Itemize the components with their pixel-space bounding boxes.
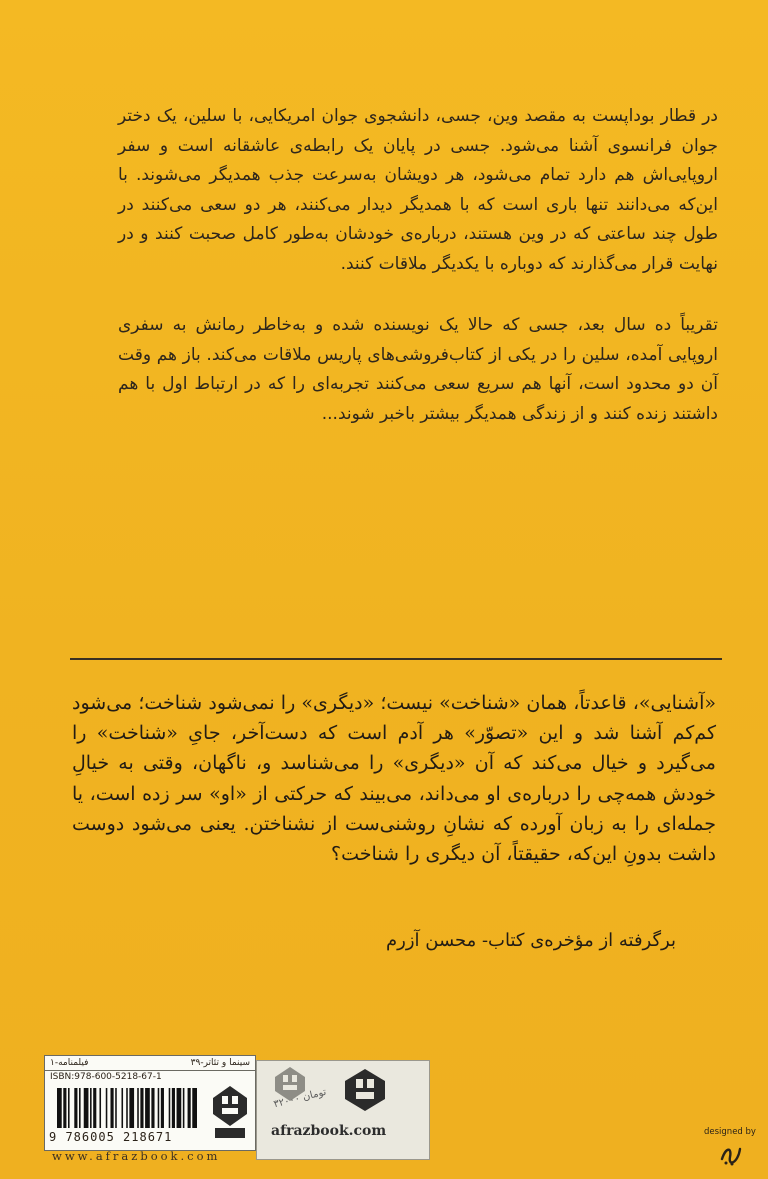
barcode-bar [183, 1088, 185, 1128]
barcode-bar [57, 1088, 62, 1128]
website-url: www.afrazbook.com [52, 1149, 221, 1163]
barcode-bar [177, 1088, 182, 1128]
publisher-logo-icon [343, 1067, 387, 1121]
publisher-logo-icon [211, 1084, 249, 1140]
synopsis-paragraph-1: در قطار بوداپست به مقصد وین، جسی، دانشجوی جوان امریکایی، با سلین، یک دختر جوان فرانسوی آشنا می‌شود. جسی در پایان یک رابطه‌ی عاشقانه است و سفر اروپایی‌اش هم دارد تمام می‌شود، هر دویشان به‌سرعت جذب همدیگر می‌شوند. با این‌که می‌دانند تنها باری است که با همدیگر دیدار می‌کنند، هر دو سعی می‌کنند در طول چند ساعتی که در وین هستند، درباره‌ی خودشان به‌طور کامل صحبت کنند و در نهایت قرار می‌گذارند که دوباره با یکدیگر ملاقات کنند. [118, 106, 718, 274]
barcode-bar [79, 1088, 81, 1128]
barcode-bar [63, 1088, 66, 1128]
barcode-bar [106, 1088, 108, 1128]
designed-by-label: designed by [704, 1127, 756, 1137]
series-label-left: سینما و تئاتر-۳۹ [190, 1058, 250, 1068]
barcode-bar [115, 1088, 117, 1128]
price-sticker [256, 1060, 430, 1160]
isbn-text: ISBN:978-600-5218-67-1 [50, 1072, 162, 1082]
barcode-bars [57, 1088, 197, 1128]
barcode-bar [192, 1088, 197, 1128]
barcode-digits: 9 786005 218671 [49, 1130, 173, 1144]
barcode-bar [188, 1088, 191, 1128]
barcode-bar [140, 1088, 143, 1128]
barcode-bar [169, 1088, 171, 1128]
barcode-bar [99, 1088, 101, 1128]
barcode-bar [172, 1088, 175, 1128]
barcode-bar [121, 1088, 123, 1128]
barcode-bar [161, 1088, 164, 1128]
barcode-bar [137, 1088, 139, 1128]
synopsis-paragraph-2: تقریباً ده سال بعد، جسی که حالا یک نویسنده شده و به‌خاطر رمانش به سفری اروپایی آمده، سلین را در یکی از کتاب‌فروشی‌های پاریس ملاقات می‌کند. باز هم وقت آن دو محدود است، آنها هم سریع سعی می‌کنند تجربه‌ای را که در ارتباط اول با هم داشتند زنده کنند و از زندگی همدیگر بیشتر باخبر شوند... [118, 315, 718, 424]
series-header [45, 1056, 255, 1071]
barcode-bar [110, 1088, 113, 1128]
synopsis [118, 102, 718, 461]
barcode-sticker [44, 1055, 256, 1151]
barcode-bar [145, 1088, 150, 1128]
afterword-quote: «آشنایی»، قاعدتاً، همان «شناخت» نیست؛ «دیگری» را نمی‌شود شناخت؛ می‌شود کم‌کم آشنا شد و این «تصوّر» هر آدم است که دست‌آخر، جایِ «شناخت» را می‌گیرد و خیال می‌کند که آن «دیگری» را می‌شناسد و، ناگهان، وقتی به خیالِ خودش همه‌چی را درباره‌ی او می‌داند، می‌بیند که حرکتی از «او» سر زده است، یا جمله‌ای را به زبان آورده که نشانِ روشنی‌ست از نشناختن. یعنی می‌شود دوست داشت بدونِ این‌که، حقیقتاً، آن دیگری را شناخت؟ [72, 692, 716, 866]
barcode-bar [90, 1088, 92, 1128]
designer-signature-icon [718, 1141, 744, 1167]
series-label-right: فیلمنامه-۱ [50, 1058, 89, 1068]
barcode-bar [84, 1088, 89, 1128]
quote-attribution: برگرفته از مؤخره‌ی کتاب- محسن آزرم [385, 930, 676, 951]
barcode-bar [74, 1088, 77, 1128]
price-label: ۳۲۰۰۰ تومان [272, 1086, 328, 1111]
barcode-bar [68, 1088, 70, 1128]
barcode-bar [158, 1088, 160, 1128]
barcode-bar [126, 1088, 128, 1128]
barcode-bar [93, 1088, 96, 1128]
barcode-bar [151, 1088, 154, 1128]
barcode-bar [129, 1088, 134, 1128]
sticker-domain: afrazbook.com [271, 1123, 387, 1139]
divider [70, 658, 722, 660]
